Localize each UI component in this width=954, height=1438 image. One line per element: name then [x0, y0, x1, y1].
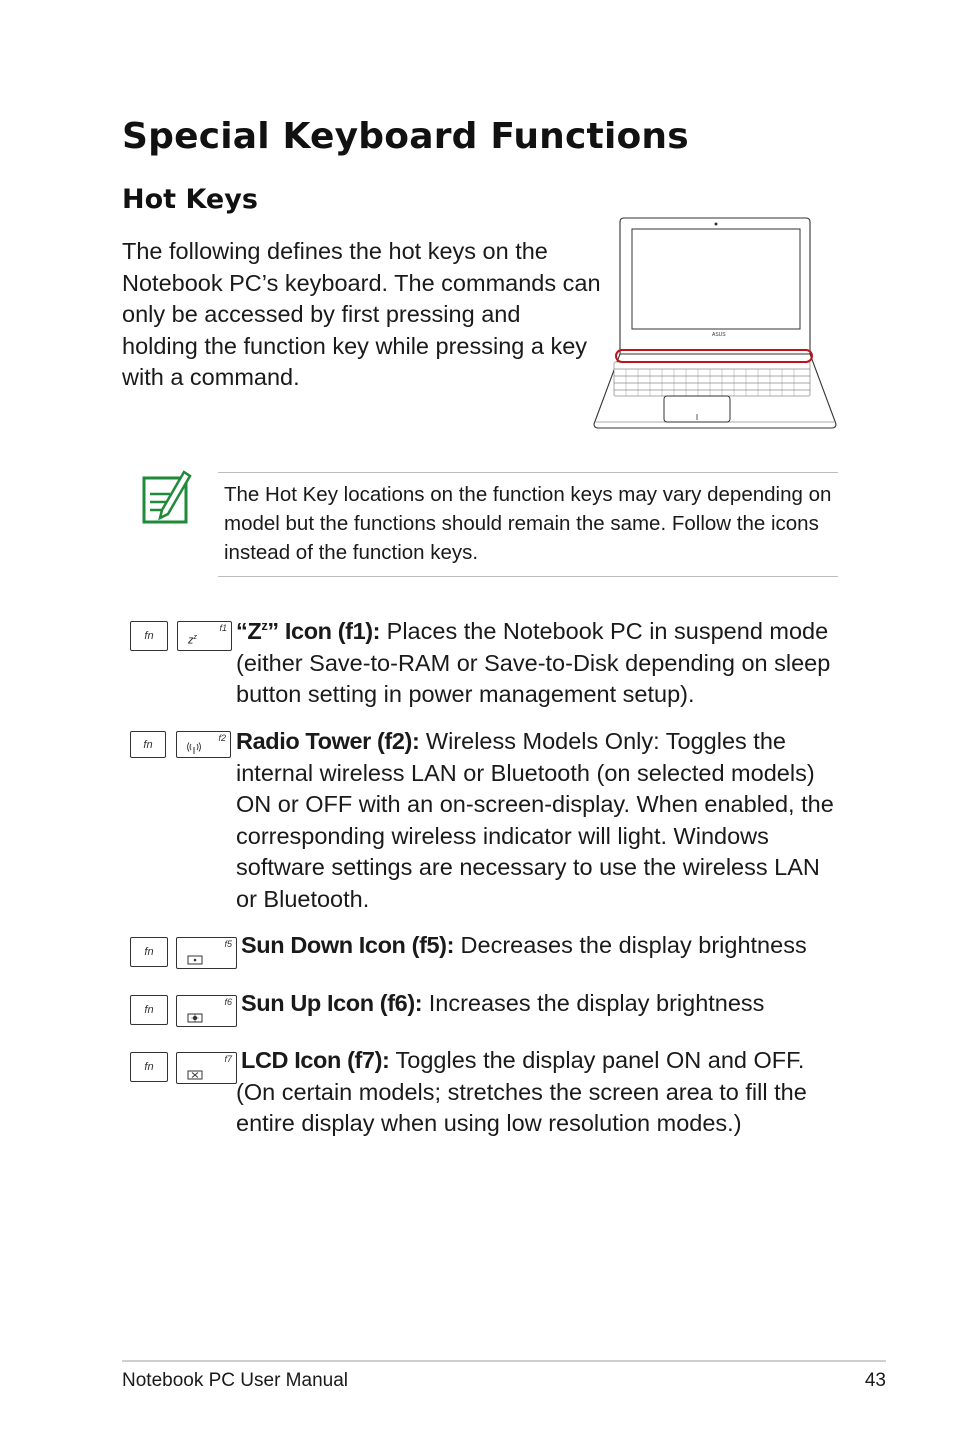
sleep-zz-icon: $z^z$ [188, 634, 197, 647]
brightness-down-icon [187, 955, 203, 965]
hotkey-title-f6: Sun Up Icon (f6): [241, 990, 423, 1016]
hotkey-item-f7 [236, 1045, 836, 1140]
f7-key: f7 [176, 1052, 237, 1084]
fn-key [130, 621, 168, 651]
intro-paragraph: The following defines the hot keys on the Notebook PC’s keyboard. The commands can only be accessed by first pressing and holding the function key while pressing a key with a command. [122, 238, 601, 391]
hotkey-desc-f7: Toggles the display panel ON and OFF. (On certain models; stretches the screen area to fill the entire display when using low resolution modes.) [236, 1047, 807, 1137]
hotkey-title-f2: Radio Tower (f2): [236, 728, 420, 754]
section-heading-hot-keys: Hot Keys [122, 184, 258, 215]
hotkey-title-f7: LCD Icon (f7): [241, 1047, 390, 1073]
fn-key: fn [130, 937, 168, 967]
hotkey-desc-f1: Places the Notebook PC in suspend mode (either Save-to-RAM or Save-to-Disk depending on sleep button setting in power management setup). [236, 618, 831, 708]
hotkey-desc-f6: Increases the display brightness [422, 990, 765, 1016]
f1-key-label: f1 [219, 623, 227, 633]
page-number: 43 [864, 1370, 886, 1391]
page-title: Special Keyboard Functions [122, 116, 689, 157]
hotkey-title-f5: Sun Down Icon (f5): [241, 932, 455, 958]
laptop-brand: ASUS [712, 332, 726, 338]
note-text: The Hot Key locations on the function keys may vary depending on model but the functions should remain the same. Follow the icons instead of the function keys. [224, 483, 832, 564]
hotkey-desc-f5: Decreases the display brightness [454, 932, 807, 958]
fn-key: fn [130, 1052, 168, 1082]
note-pencil-icon [140, 466, 194, 526]
hotkey-item-f1 [236, 616, 836, 711]
laptop-illustration [592, 214, 840, 434]
fn-key: fn [130, 995, 168, 1025]
footer-rule [122, 1360, 886, 1362]
radio-tower-icon [187, 742, 201, 754]
display-off-icon [187, 1070, 203, 1080]
hotkey-desc-f2: Wireless Models Only: Toggles the internal wireless LAN or Bluetooth (on selected models) ON or OFF with an on-screen-display. When enabled, the corresponding wireless indicator will light. Windows software settings are necessary to use the wireless LAN or Bluetooth. [236, 728, 834, 912]
brightness-up-icon [187, 1013, 203, 1023]
f2-key: f2 [176, 731, 231, 758]
note-top-rule [218, 472, 838, 473]
footer-manual-name: Notebook PC User Manual [122, 1370, 348, 1391]
f6-key: f6 [176, 995, 237, 1027]
hotkey-title-f1: “$Z^z$” Icon (f1): [236, 618, 381, 644]
f1-key [177, 621, 232, 651]
hotkey-item-f5 [241, 930, 841, 962]
fn-key-label: fn [144, 630, 154, 642]
hotkey-item-f6 [241, 988, 841, 1020]
fn-key: fn [130, 731, 166, 758]
hotkey-item-f2 [236, 726, 836, 916]
note-bottom-rule [218, 576, 838, 577]
f5-key: f5 [176, 937, 237, 969]
